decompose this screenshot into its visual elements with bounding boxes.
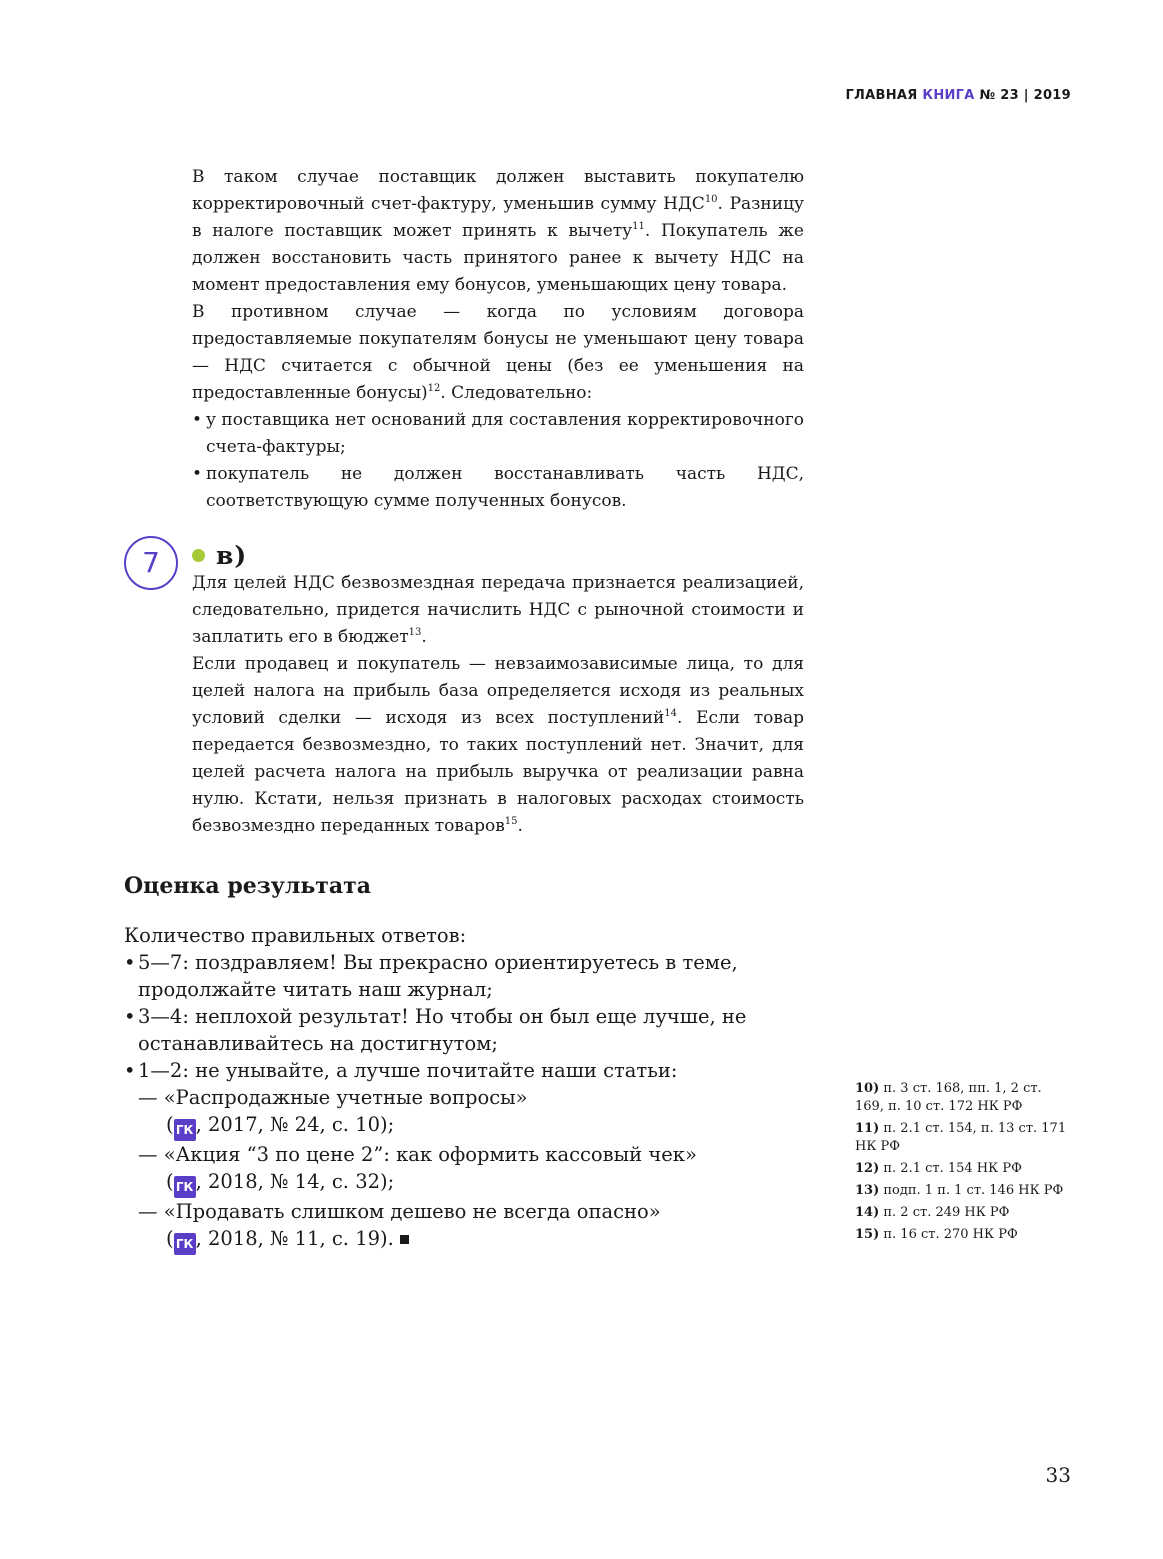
footnotes [855, 1080, 1070, 1248]
article-source: ( ГК , 2017, № 24, с. 10); [138, 1111, 804, 1141]
footnote-ref: 12 [427, 383, 441, 394]
answer-6-explanation [192, 164, 804, 515]
article-item [138, 1141, 804, 1198]
list-item: • покупатель не должен восстанавливать часть НДС, соответствующую сумме полученных бонусов. [192, 461, 804, 515]
gk-logo-icon: ГК [174, 1176, 196, 1198]
article-item [138, 1198, 804, 1255]
header-issue: № 23 | 2019 [979, 88, 1071, 103]
paragraph: В таком случае поставщик должен выставить покупателю корректировочный счет-фактуру, уменьшив сумму НДС$^{10}$. Разницу в налоге поставщик может принять к вычету$^{11}$. Покупатель же должен восстановить часть принятого ранее к вычету НДС на момент предоставления ему бонусов, уменьшающих цену товара. [192, 167, 805, 295]
footnote: 10) п. 3 ст. 168, пп. 1, 2 ст. 169, п. 10 ст. 172 НК РФ [855, 1081, 1042, 1114]
section-title: Оценка результата [124, 873, 372, 899]
article-source: ( ГК , 2018, № 14, с. 32); [138, 1168, 804, 1198]
footnote: 12) п. 2.1 ст. 154 НК РФ [855, 1161, 1022, 1176]
footnote-ref: 13 [408, 627, 422, 638]
results-list [124, 949, 804, 1255]
end-of-article-icon [400, 1235, 409, 1244]
list-item: • 3—4: неплохой результат! Но чтобы он был еще лучше, не останавливайтесь на достигнутом; [124, 1003, 804, 1057]
article-title: — «Распродажные учетные вопросы» [138, 1086, 528, 1109]
bullet-list [192, 407, 804, 515]
running-header [845, 88, 1071, 103]
gk-logo-icon: ГК [174, 1233, 196, 1255]
article-item [138, 1084, 804, 1141]
paragraph: Если продавец и покупатель — невзаимозависимые лица, то для целей налога на прибыль база определяется исходя из реальных условий сделки — исходя из всех поступлений$^{14}$. Если товар передается безвозмездно, то таких поступлений нет. Значит, для целей расчета налога на прибыль выручка от реализации равна нулю. Кстати, нельзя признать в налоговых расходах стоимость безвозмездно переданных товаров$^{15}$. [192, 654, 804, 836]
article-title: — «Акция “3 по цене 2”: как оформить кассовый чек» [138, 1143, 697, 1166]
footnote-ref: 11 [632, 221, 645, 232]
paragraph: Для целей НДС безвозмездная передача признается реализацией, следовательно, придется начислить НДС с рыночной стоимости и заплатить его в бюджет$^{13}$. [192, 573, 804, 647]
results-section [124, 922, 804, 1255]
answer-dot-icon [192, 549, 205, 562]
results-intro: Количество правильных ответов: [124, 924, 467, 947]
footnote-ref: 10 [704, 194, 718, 205]
article-title: — «Продавать слишком дешево не всегда опасно» [138, 1200, 661, 1223]
article-list [138, 1084, 804, 1255]
question-number-badge: 7 [124, 536, 178, 590]
page-number: 33 [1045, 1463, 1071, 1487]
paragraph: В противном случае — когда по условиям договора предоставляемые покупателям бонусы не уменьшают цену товара — НДС считается с обычной цены (без ее уменьшения на предоставленные бонусы)$^{12}$. Следовательно: [192, 302, 804, 403]
answer-label [192, 540, 247, 570]
footnote-ref: 15 [504, 816, 518, 827]
footnote: 13) подп. 1 п. 1 ст. 146 НК РФ [855, 1183, 1064, 1198]
list-item: • у поставщика нет оснований для составления корректировочного счета-фактуры; [192, 407, 804, 461]
answer-7-explanation [192, 570, 804, 840]
list-item: • 1—2: не унывайте, а лучше почитайте наши статьи: — «Распродажные учетные вопросы» ( ГК , 2017, № 24, с. 10); — «Акция “3 по цене 2”: как оформить кассовый чек» ( ГК , 2018, № 14, с. 32); — «Продавать слишком дешево не всегда опасно» ( ГК , 2018, № 11, с. 19). [124, 1057, 804, 1255]
answer-letter: в) [216, 540, 248, 570]
footnote: 14) п. 2 ст. 249 НК РФ [855, 1205, 1010, 1220]
footnote: 11) п. 2.1 ст. 154, п. 13 ст. 171 НК РФ [855, 1121, 1067, 1154]
footnote-ref: 14 [664, 708, 678, 719]
list-item: • 5—7: поздравляем! Вы прекрасно ориентируетесь в теме, продолжайте читать наш журнал; [124, 949, 804, 1003]
header-magazine-name-accent: КНИГА [922, 88, 975, 103]
footnote: 15) п. 16 ст. 270 НК РФ [855, 1227, 1018, 1242]
header-magazine-name: ГЛАВНАЯ [845, 88, 918, 103]
article-source: ( ГК , 2018, № 11, с. 19). [138, 1225, 804, 1255]
gk-logo-icon: ГК [174, 1119, 196, 1141]
